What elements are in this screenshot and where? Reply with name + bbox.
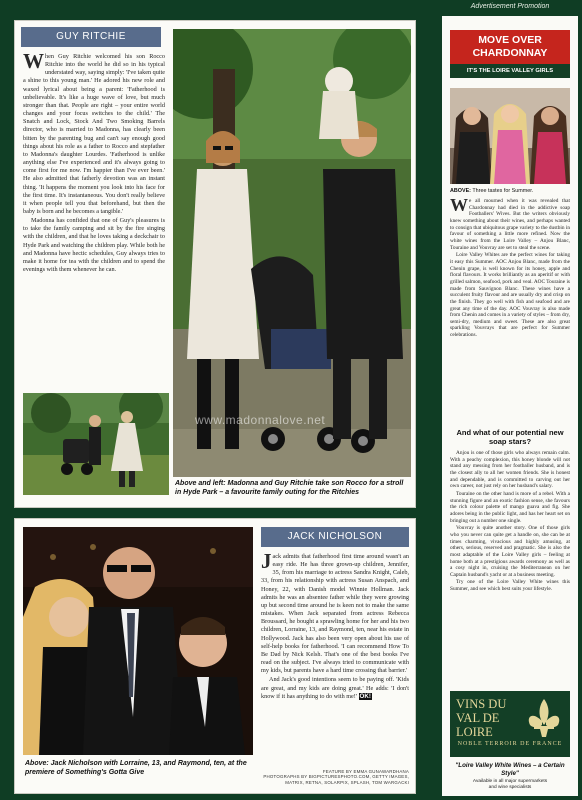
ad-availability <box>450 779 570 791</box>
paragraph-nicholson-2: And Jack's good intentions seem to be paying off. 'Kids are great, and my kids are doing great.' He adds: 'I don't know if it has anything to do with me!' <box>261 676 409 700</box>
credit-line: FEATURE BY EMMA GUNAWARDHANA <box>322 769 409 774</box>
photo-hyde-park-large <box>173 29 411 477</box>
ad-paragraph: e all mourned when it was revealed that Chardonnay had died in the addictive soap Footballers' Wives. But the writers obviously knew something about their wines, and perhaps wanted to consign that ubiquitous grape variety to the dustbin in favour of something a little more refined. Now the white wines from the Loire Valley – Anjou Blanc, Touraine and Vouvray are set to steal the scene. <box>450 198 570 251</box>
ad-caption-label: ABOVE: <box>450 188 471 194</box>
logo-line: VAL DE <box>456 711 500 725</box>
article-title-nicholson: JACK NICHOLSON <box>261 527 409 547</box>
jack-nicholson-article <box>14 518 416 794</box>
advertisement-column <box>424 0 582 800</box>
logo-line: VINS DU <box>456 697 507 711</box>
ad-headline <box>450 30 570 64</box>
caption-ritchie: Above and left: Madonna and Guy Ritchie take son Rocco for a stroll in Hyde Park – a favourite family outing for the Ritchies <box>175 480 404 496</box>
article-body-ritchie <box>23 53 165 381</box>
photo-hyde-park-small <box>23 393 169 495</box>
ad-body-wines <box>450 198 570 424</box>
ad-subhead: IT'S THE LOIRE VALLEY GIRLS <box>450 64 570 78</box>
ad-paragraph: Vouvray is quite another story. One of those girls who you never can quite get a handle on, she can be at times charming, vivacious and highly amusing, at others, serious, reserved and pragmatic. She is also the most adaptable of the Loire Valley girls – feeling at home both at a prestigious awards ceremony as well as a cosy night in, cruising the Mediterranean on her Captain husband's yacht or at a business meeting. <box>450 525 570 578</box>
guy-ritchie-article <box>14 20 416 508</box>
caption-nicholson: Above: Jack Nicholson with Lorraine, 13, and Raymond, ten, at the premiere of Something's Gotta Give <box>25 760 247 776</box>
credit-line: MATRIX, RETNA, SOLARPIX, SPLASH, TOM WARGACKI <box>285 779 409 785</box>
ad-body-soap-stars <box>450 450 570 686</box>
fleur-de-lis-icon <box>524 697 564 739</box>
ad-photo-caption <box>450 188 570 194</box>
article-title-ritchie: GUY RITCHIE <box>21 27 161 47</box>
credit-line: PHOTOGRAPHS BY BIGPICTURESPHOTO.COM, GETTY IMAGES, <box>263 774 409 780</box>
site-watermark: www.madonnalove.net <box>195 413 326 427</box>
ad-availability-line: and wine specialists <box>488 785 532 790</box>
photo-credits <box>261 769 409 785</box>
ok-end-mark: OK! <box>359 692 371 700</box>
ad-paragraph: Anjou is one of those girls who always remain calm. With a peachy complexion, this honey blonde will not stand any messing from her footballer husband, and is the closest ally to all her women friends. She is honest and dependable, and is committed to carving out her own career, not just rely on her husband's salary. <box>450 450 570 490</box>
ad-caption-text: Three tastes for Summer. <box>470 188 534 194</box>
ad-panel <box>442 16 578 796</box>
ad-paragraph: Touraine on the other hand is more of a rebel. With a stunning figure and an exotic fashion sense, she favours the rich colour palette of mango guava and fig. She adores being in the public light, and has her heart set on bringing out a number one single. <box>450 490 570 524</box>
ad-paragraph: Loire Valley Whites are the perfect wines for taking it easy this Summer. AOC Anjou Blanc, made from the Chenin grape, is well known for its honey, apple and floral flavours. It works brilliantly as an aperitif or with grilled salmon, seafood, pork and veal. AOC Touraine is made from Sauvignon Blanc. These wines have a succulent fruity flavour and are usually dry and crisp on the finish. They go well with fish and seafood and are great any time of the day. AOC Vouvray is also made from Chenin and comes in a variety of styles – from dry, semi-dry, medium and sweet. These are also great sparkling Vouvrays that are perfect for Summer celebrations. <box>450 252 570 339</box>
dropcap-nicholson: J <box>261 553 272 573</box>
ad-headline-line: CHARDONNAY <box>472 47 548 59</box>
ad-headline-line: MOVE OVER <box>478 34 542 46</box>
ad-paragraph: Try one of the Loire Valley White wines this Summer, and see which best suits your lifestyle. <box>450 579 570 593</box>
paragraph-ritchie-2: Madonna has confided that one of Guy's pleasures is to take the family camping and sit by the fire singing with the children, and that he loves taking a deckchair to Hyde Park and watching the children play. While both he and Madonna have hectic schedules, Guy always tries to make it home for tea with the children and to spend the evenings with them whenever he can. <box>23 217 165 274</box>
article-body-nicholson <box>261 553 409 767</box>
ad-slogan: "Loire Valley White Wines – a Certain Style" <box>455 762 565 777</box>
paragraph-nicholson-1: ack admits that fatherhood first time around wasn't an easy ride. He has three grown-up children, Jennifer, 35, from his marriage to actress Sandra Knight, Caleb, 33, from his relationship with actress Susan Anspach, and Honey, 22, with Danish model Winnie Hollman. Jack admits he was an absentee father while they were growing up but second time around he is keen not to make the same mistakes. When Jack separated from actress Rebecca Broussard, he bought a sprawling home for her and his two children, Lorraine, 13, and Raymond, ten, near his estate in Hollywood. Jack has also been very open about his use of self-help books for fatherhood. 'I can recommend How To Be Dad by Nick Kelsh. That's one of the best books I've read on the subject. I've always tried to communicate with my kids, but parents have a hard time crossing that barrier.' <box>261 553 409 675</box>
ad-banner: Advertisement Promotion <box>470 3 550 10</box>
ad-photo-loire-girls <box>450 88 570 184</box>
logo-line: LOIRE <box>456 725 493 739</box>
ad-subtitle: And what of our potential new soap stars? <box>456 428 564 446</box>
loire-logo-text <box>456 697 518 739</box>
paragraph-ritchie-1: hen Guy Ritchie welcomed his son Rocco Ritchie into the world he did so in his typical understated way, saying simply: 'I've taken quite a shine to this young man.' He adored his new role and waxed lyrical about being a parent: 'Fatherhood is unbelievable. It's like a huge wave of love, but much stronger than that. People are right – your entire world changes and your focus switches to the child.' The Snatch and Lock, Stock And Two Smoking Barrels director, who is married to Madonna, has clearly been bitten by the parenting bug and can't say enough good things about his role as a father to Rocco and stepfather to Madonna's daughter Lourdes. 'Fatherhood is unlike anything else I've experienced and it's always going to come first for me now. I'm happier than I've ever been.' He also admitted that fatherly devotion was an instant thing. 'It happens the moment you look into his face for the first time. It's instantaneous. You don't really believe it when people tell you that beforehand, but then the baby is born and he becomes a tangible.' <box>23 53 165 215</box>
ad-availability-line: Available in all major supermarkets <box>472 779 548 784</box>
loire-logo-tagline: NOBLE TERROIR DE FRANCE <box>457 741 563 747</box>
dropcap-ritchie: W <box>23 53 44 73</box>
photo-premiere <box>23 527 253 755</box>
loire-logo <box>450 691 570 757</box>
ad-dropcap: W <box>450 198 468 215</box>
